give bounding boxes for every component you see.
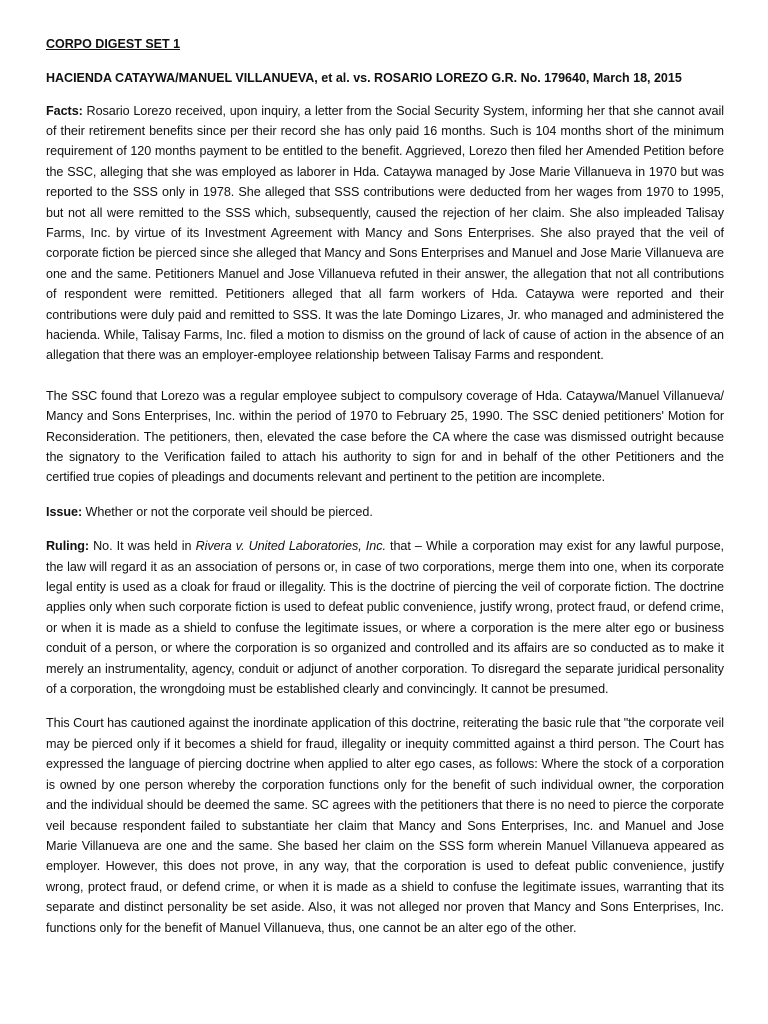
ruling-text: that – While a corporation may exist for any lawful purpose, the law will regard it as an association of persons or, in case of two corporations, merge them into one, when its corporate legal entity is used as a cloak for fraud or illegality. This is the doctrine of piercing the veil of corporate fiction. The doctrine applies only when such corporate fiction is used to defeat public convenience, justify wrong, protect fraud, or defend crime, or when it is made as a shield to confuse the legitimate issues, or where a corporation is the mere alter ego or business conduit of a person, or where the corporation is so organized and controlled and its affairs are so conducted as to make it merely an instrumentality, agency, conduit or adjunct of another corporation. To disregard the separate juridical personality of a corporation, the wrongdoing must be established clearly and convincingly. It cannot be presumed.: [46, 539, 724, 697]
issue-paragraph: [46, 502, 724, 522]
ruling-label: Ruling:: [46, 539, 90, 554]
document-title: CORPO DIGEST SET 1: [46, 37, 181, 51]
facts-label: Facts:: [46, 103, 83, 118]
issue-label: Issue:: [46, 504, 83, 519]
ruling-intro: No. It was held in: [89, 539, 196, 554]
ssc-paragraph: The SSC found that Lorezo was a regular employee subject to compulsory coverage of Hda. Cataywa/Manuel Villanueva/ Mancy and Sons Enterprises, Inc. within the period of 1970 to February 25, 1990. The SSC denied petitioners' Motion for Reconsideration. The petitioners, then, elevated the case before the CA where the case was dismissed outright because the signatory to the Verification failed to attach his authority to sign for and in behalf of the other Petitioners and the certified true copies of pleadings and documents relevant and pertinent to the petition are incomplete.: [46, 388, 724, 485]
ruling-case-cited: Rivera v. United Laboratories, Inc.: [195, 539, 386, 554]
case-title: HACIENDA CATAYWA/MANUEL VILLANUEVA, et al. vs. ROSARIO LOREZO G.R. No. 179640, March 18, 2015: [46, 71, 682, 86]
facts-paragraph: [46, 101, 724, 366]
court-paragraph: This Court has cautioned against the inordinate application of this doctrine, reiterating the basic rule that "the corporate veil may be pierced only if it becomes a shield for fraud, illegality or inequity committed against a third person. The Court has expressed the language of piercing doctrine when applied to alter ego cases, as follows: Where the stock of a corporation is owned by one person whereby the corporation functions only for the benefit of such individual owner, the corporation and the individual should be deemed the same. SC agrees with the petitioners that there is no need to pierce the corporate veil because respondent failed to substantiate her claim that Mancy and Sons Enterprises, Inc. and Manuel and Jose Marie Villanueva are one and the same. She based her claim on the SSS form wherein Manuel Villanueva appeared as employer. However, this does not prove, in any way, that the corporation is used to defeat public convenience, justify wrong, protect fraud, or defend crime, or when it is made as a shield to confuse the legitimate issues, warranting that its separate and distinct personality be set aside. Also, it was not alleged nor proven that Mancy and Sons Enterprises, Inc. functions only for the benefit of Manuel Villanueva, thus, one cannot be an alter ego of the other.: [46, 716, 724, 935]
ruling-paragraph: [46, 536, 724, 699]
facts-text: Rosario Lorezo received, upon inquiry, a letter from the Social Security System, informing her that she cannot avail of their retirement benefits since per their record she has only paid 16 months. Such is 104 months short of the minimum requirement of 120 months payment to be entitled to the benefit. Aggrieved, Lorezo then filed her Amended Petition before the SSC, alleging that she was employed as laborer in Hda. Cataywa managed by Jose Marie Villanueva in 1970 but was reported to the SSS only in 1978. She alleged that SSS contributions were deducted from her wages from 1970 to 1995, but not all were remitted to the SSS which, subsequently, caused the rejection of her claim. She also impleaded Talisay Farms, Inc. by virtue of its Investment Agreement with Mancy and Sons Enterprises. She also prayed that the veil of corporate fiction be pierced since she alleged that Mancy and Sons Enterprises and Manuel and Jose Marie Villanueva are one and the same. Petitioners Manuel and Jose Villanueva refuted in their answer, the allegation that not all contributions of respondent were remitted. Petitioners alleged that all farm workers of Hda. Cataywa were reported and their contributions were duly paid and remitted to SSS. It was the late Domingo Lizares, Jr. who managed and administered the hacienda. While, Talisay Farms, Inc. filed a motion to dismiss on the ground of lack of cause of action in the absence of an allegation that there was an employer-employee relationship between Talisay Farms and respondent.: [46, 103, 724, 363]
document-page: [46, 36, 724, 952]
issue-text: Whether or not the corporate veil should be pierced.: [82, 504, 373, 519]
